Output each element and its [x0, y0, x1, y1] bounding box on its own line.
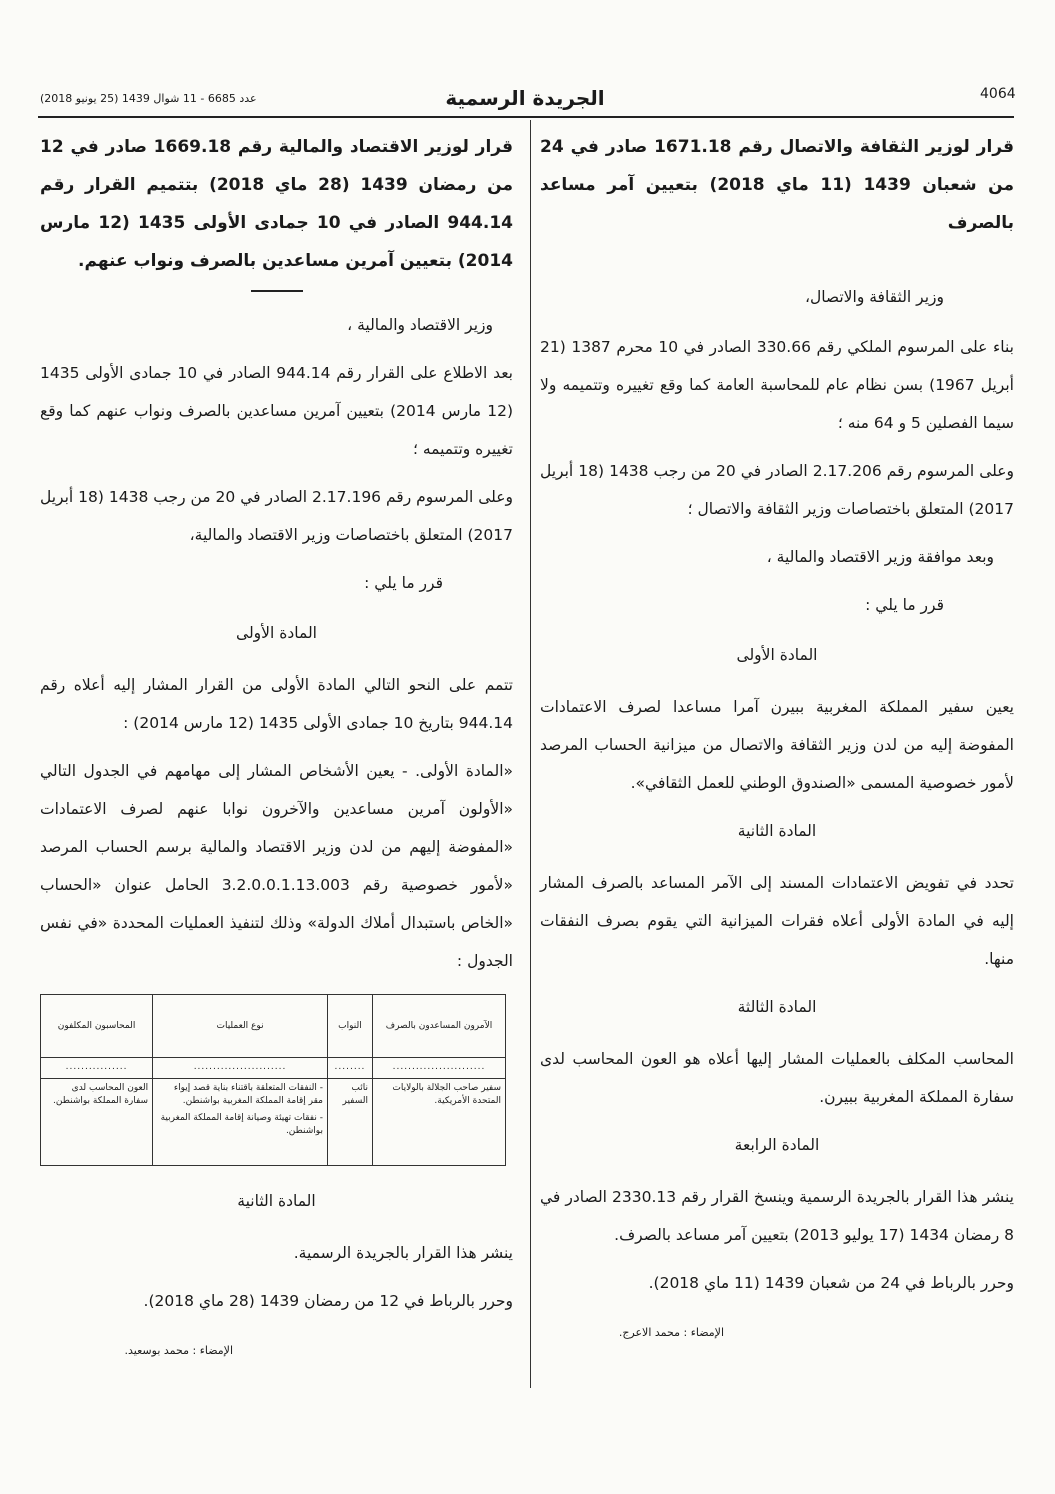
- table-header: نوع العمليات: [153, 995, 328, 1058]
- column-divider: [530, 120, 531, 1388]
- table-header: المحاسبون المكلفون: [41, 995, 153, 1058]
- operation-item: - النفقات المتعلقة باقتناء بناية قصد إيواء مقر إقامة المملكة المغربية بواشنطن.: [173, 1083, 323, 1106]
- table-cell: ................: [41, 1058, 153, 1079]
- whereas-paragraph: وبعد موافقة وزير الاقتصاد والمالية ،: [766, 548, 994, 566]
- decided-heading: قرر ما يلي :: [364, 574, 443, 592]
- amended-article-quote: «المادة الأولى. - يعين الأشخاص المشار إلى مهامهم في الجدول التالي «الأولون آمرين مساعدين والآخرون نوابا عنهم لصرف الاعتمادات «المفوضة إليهم من لدن وزير الاقتصاد والمالية برسم الحساب المرصد «لأمور خصوصية رقم 3.2.0.0.1.13.003 الحامل عنوان «الحساب «الخاص باستبدال أملاك الدولة» وذلك لتنفيذ العمليات المحددة «في نفس الجدول :: [40, 762, 513, 970]
- decree-title: قرار لوزير الثقافة والاتصال رقم 1671.18 صادر في 24 من شعبان 1439 (11 ماي 2018) بتعيين آمر مساعد بالصرف: [540, 137, 1014, 233]
- operation-item: - نفقات تهيئة وصيانة إقامة المملكة المغربية بواشنطن.: [160, 1113, 323, 1136]
- whereas-paragraph: وعلى المرسوم رقم 2.17.196 الصادر في 20 من رجب 1438 (18 أبريل 2017) المتعلق باختصاصات وزير الاقتصاد والمالية،: [40, 488, 513, 544]
- signature: الإمضاء : محمد بوسعيد.: [124, 1344, 233, 1357]
- table-cell: العون المحاسب لدى سفارة المملكة بواشنطن.: [41, 1079, 153, 1166]
- signature: الإمضاء : محمد الاعرج.: [618, 1326, 724, 1339]
- header-rule: [38, 116, 1014, 118]
- article-title: المادة الثالثة: [737, 998, 817, 1016]
- decree-authority: وزير الاقتصاد والمالية ،: [347, 316, 493, 334]
- page-number: 4064: [980, 86, 1016, 102]
- table-cell: [153, 1079, 328, 1166]
- article-title: المادة الأولى: [236, 624, 317, 642]
- article-title: المادة الثانية: [737, 822, 817, 840]
- whereas-paragraph: بناء على المرسوم الملكي رقم 330.66 الصادر في 10 محرم 1387 (21 أبريل 1967) بسن نظام عام للمحاسبة العامة كما وقع تغييره وتتميمه ولا سيما الفصلين 5 و 64 منه ؛: [540, 338, 1014, 432]
- article-text: ينشر هذا القرار بالجريدة الرسمية وينسخ القرار رقم 2330.13 الصادر في 8 رمضان 1434 (17 يوليو 2013) بتعيين آمر مساعد بالصرف.: [540, 1188, 1014, 1244]
- gazette-title: الجريدة الرسمية: [445, 86, 605, 110]
- table-header: النواب: [327, 995, 372, 1058]
- done-at: وحرر بالرباط في 12 من رمضان 1439 (28 ماي 2018).: [143, 1292, 513, 1310]
- table-cell: ........................: [373, 1058, 506, 1079]
- table-cell: ........................: [153, 1058, 328, 1079]
- article-text: يعين سفير المملكة المغربية ببيرن آمرا مساعدا لصرف الاعتمادات المفوضة إليه من لدن وزير الثقافة والاتصال من ميزانية الحساب المرصد لأمور خصوصية المسمى «الصندوق الوطني للعمل الثقافي».: [540, 698, 1014, 792]
- table-cell: ........: [327, 1058, 372, 1079]
- article-title: المادة الرابعة: [734, 1136, 820, 1154]
- table-row: [41, 1079, 506, 1166]
- decided-heading: قرر ما يلي :: [865, 596, 944, 614]
- article-title: المادة الثانية: [237, 1192, 316, 1210]
- done-at: وحرر بالرباط في 24 من شعبان 1439 (11 ماي 2018).: [648, 1274, 1014, 1292]
- article-title: المادة الأولى: [736, 646, 818, 664]
- orderers-table: [40, 994, 506, 1166]
- whereas-paragraph: وعلى المرسوم رقم 2.17.206 الصادر في 20 من رجب 1438 (18 أبريل 2017) المتعلق باختصاصات وزير الثقافة والاتصال ؛: [540, 462, 1014, 518]
- issue-info: عدد 6685 - 11 شوال 1439 (25 يونيو 2018): [40, 92, 257, 105]
- table-header: الآمرون المساعدون بالصرف: [373, 995, 506, 1058]
- table-cell: نائب السفير: [327, 1079, 372, 1166]
- article-text: تحدد في تفويض الاعتمادات المسند إلى الآمر المساعد بالصرف المشار إليه في المادة الأولى أعلاه فقرات الميزانية التي يقوم بصرف النفقات منها.: [540, 874, 1014, 968]
- decree-finance-column: [40, 128, 513, 1370]
- whereas-paragraph: بعد الاطلاع على القرار رقم 944.14 الصادر في 10 جمادى الأولى 1435 (12 مارس 2014) بتعيين آمرين مساعدين بالصرف ونواب عنهم كما وقع تغييره وتتميمه ؛: [40, 364, 514, 458]
- article-text: المحاسب المكلف بالعمليات المشار إليها أعلاه هو العون المحاسب لدى سفارة المملكة المغربية ببيرن.: [540, 1050, 1014, 1106]
- decree-title: قرار لوزير الاقتصاد والمالية رقم 1669.18 صادر في 12 من رمضان 1439 (28 ماي 2018) بتتميم القرار رقم 944.14 الصادر في 10 جمادى الأولى 1435 (12 مارس 2014) بتعيين آمرين مساعدين بالصرف ونواب عنهم.: [40, 137, 513, 271]
- article-text: ينشر هذا القرار بالجريدة الرسمية.: [293, 1244, 513, 1262]
- title-rule: [251, 290, 303, 292]
- table-row: [41, 1058, 506, 1079]
- decree-culture-column: [540, 128, 1014, 1352]
- article-text: تتمم على النحو التالي المادة الأولى من القرار المشار إليه أعلاه رقم 944.14 بتاريخ 10 جمادى الأولى 1435 (12 مارس 2014) :: [40, 676, 513, 732]
- table-cell: سفير صاحب الجلالة بالولايات المتحدة الأمريكية.: [373, 1079, 506, 1166]
- decree-authority: وزير الثقافة والاتصال،: [804, 288, 944, 306]
